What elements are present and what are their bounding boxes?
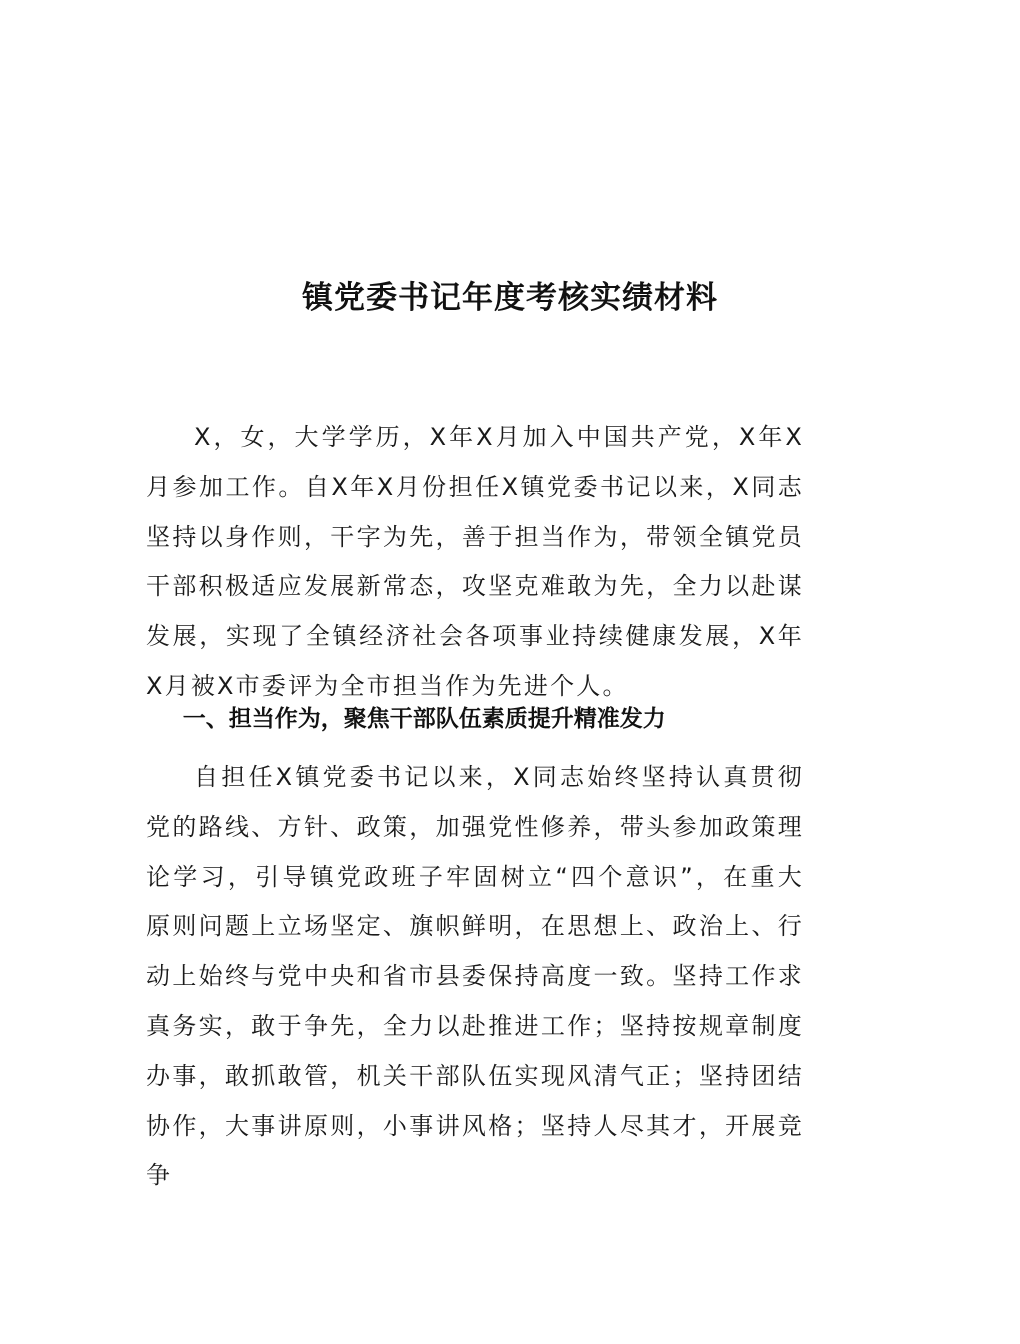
section-heading: 一、担当作为，聚焦干部队伍素质提升精准发力 bbox=[182, 706, 666, 732]
section-paragraph: 自担任X镇党委书记以来，X同志始终坚持认真贯彻党的路线、方针、政策，加强党性修养，带头参加政策理论学习，引导镇党政班子牢固树立“四个意识”，在重大原则问题上立场坚定、旗帜鲜明，在思想上、政治上、行动上始终与党中央和省市县委保持高度一致。坚持工作求真务实，敢于争先，全力以赴推进工作；坚持按规章制度办事，敢抓敢管，机关干部队伍实现风清气正；坚持团结协作，大事讲原则，小事讲风格；坚持人尽其才，开展竞争 bbox=[146, 763, 804, 1190]
document-title: 镇党委书记年度考核实绩材料 bbox=[302, 280, 718, 316]
intro-paragraph: X，女，大学学历，X年X月加入中国共产党，X年X月参加工作。自X年X月份担任X镇党委书记以来，X同志坚持以身作则，干字为先，善于担当作为，带领全镇党员干部积极适应发展新常态，攻坚克难敢为先，全力以赴谋发展，实现了全镇经济社会各项事业持续健康发展，X年X月被X市委评为全市担当作为先进个人。 bbox=[146, 423, 804, 700]
